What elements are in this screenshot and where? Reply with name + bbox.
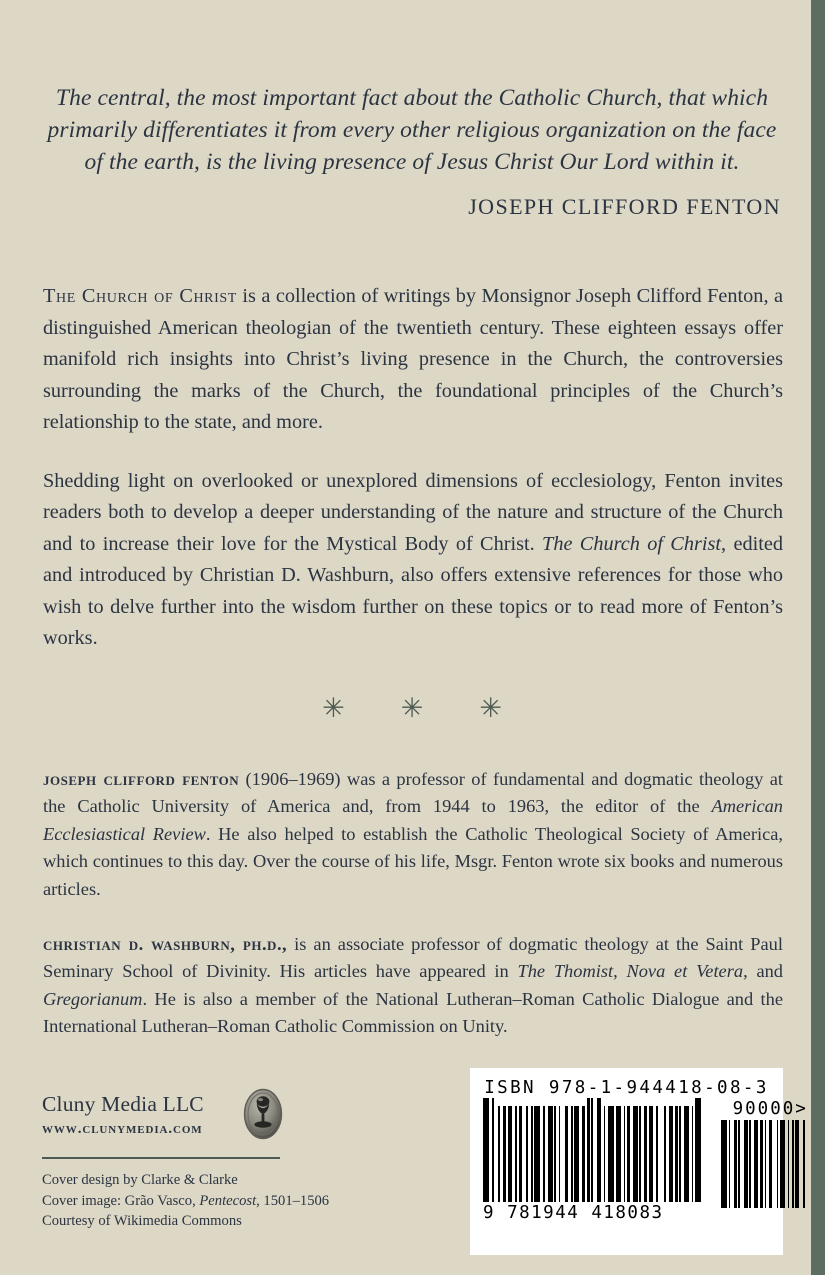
publisher-names bbox=[42, 1091, 237, 1138]
bio-washburn bbox=[43, 931, 783, 1041]
barcode-supplement-ean5 bbox=[721, 1098, 808, 1208]
bio-fenton-name: joseph clifford fenton bbox=[43, 769, 240, 789]
bio-washburn-gregorianum-italic: Gregorianum bbox=[43, 988, 143, 1009]
asterisk-ornament-icon: ✳ bbox=[400, 693, 424, 723]
bio-fenton-part-2: . He also helped to establish the Catholic Theological Society of America, which continues to this day. Over the course of his life, Msgr. Fenton wrote six books and numerous articles. bbox=[43, 823, 783, 899]
bio-washburn-part-2: , and bbox=[743, 961, 783, 982]
description-block bbox=[43, 281, 783, 655]
cover-credits bbox=[42, 1170, 342, 1232]
bio-washburn-part-1: is an associate professor of dogmatic theology at the Saint Paul Seminary School of Divinity. His articles have appeared in bbox=[43, 934, 783, 982]
asterisk-ornament-icon: ✳ bbox=[479, 693, 502, 723]
barcode-main-digits: 9 781944 418083 bbox=[483, 1203, 664, 1223]
description-paragraph-1-rest: is a collection of writings by Monsignor Joseph Clifford Fenton, a distinguished American theologian of the twentieth century. These eighteen essays offer manifold rich insights into Christ’s living presence in the Church, the controversies surrounding the marks of the Church, the foundational principles of the Church’s relationship to the state, and more. bbox=[43, 285, 783, 433]
bio-fenton-journal-italic: American Ecclesiastical Review bbox=[43, 796, 783, 844]
pull-quote-block bbox=[41, 82, 783, 220]
bio-fenton-part-1: (1906–1969) was a professor of fundamental and dogmatic theology at the Catholic University of America and, from 1944 to 1963, the editor of the bbox=[43, 769, 783, 817]
chalice-medallion-icon bbox=[242, 1088, 284, 1145]
publisher-divider-rule bbox=[42, 1157, 280, 1159]
spine-edge-strip bbox=[811, 0, 825, 1275]
description-paragraph-2 bbox=[43, 466, 783, 655]
barcode-supplement-price: 90000> bbox=[732, 1099, 808, 1119]
publisher-identity-row bbox=[42, 1091, 342, 1145]
pull-quote-text: The central, the most important fact about the Catholic Church, that which primarily differentiates it from every other religious organization on the face of the earth, is the living presence of Jesus Christ Our Lord within it. bbox=[47, 85, 777, 175]
isbn-barcode-panel bbox=[470, 1068, 808, 1255]
publisher-name: Cluny Media LLC bbox=[42, 1092, 204, 1116]
bio-fenton bbox=[43, 766, 783, 903]
barcode-main-ean13 bbox=[483, 1098, 704, 1223]
credit-courtesy: Courtesy of Wikimedia Commons bbox=[42, 1213, 242, 1229]
barcode-main-bars bbox=[483, 1098, 704, 1202]
publisher-website[interactable]: www.clunymedia.com bbox=[42, 1121, 203, 1137]
bio-washburn-part-3: . He is also a member of the National Lutheran–Roman Catholic Dialogue and the International Lutheran–Roman Catholic Commission on Unity. bbox=[43, 988, 783, 1037]
book-title-italic: The Church of Christ bbox=[542, 532, 722, 555]
book-title-smallcaps: The Church of Christ bbox=[43, 285, 237, 307]
credit-image-title: Pentecost bbox=[199, 1192, 257, 1209]
credit-design: Cover design by Clarke & Clarke bbox=[42, 1172, 238, 1188]
barcode-supplement-bars bbox=[721, 1120, 808, 1208]
description-paragraph-2-part-2: , edited and introduced by Christian D. Washburn, also offers extensive references for those who wish to delve further into the wisdom further on these topics or to read more of Fenton’s works. bbox=[43, 532, 783, 649]
barcode-row bbox=[470, 1098, 808, 1223]
author-bios-block bbox=[43, 766, 783, 1041]
credit-image: Cover image: Grão Vasco, Pentecost, 1501–1506 bbox=[42, 1192, 330, 1209]
publisher-block bbox=[42, 1091, 342, 1232]
asterisk-ornament-icon: ✳ bbox=[322, 693, 345, 723]
ornament-divider bbox=[41, 695, 783, 722]
description-paragraph-1 bbox=[43, 281, 783, 439]
pull-quote-attribution: JOSEPH CLIFFORD FENTON bbox=[468, 194, 781, 219]
isbn-number-label: ISBN 978-1-944418-08-3 bbox=[484, 1078, 769, 1098]
bio-washburn-name: christian d. washburn, ph.d., bbox=[43, 934, 288, 955]
description-paragraph-2-part-1: Shedding light on overlooked or unexplored dimensions of ecclesiology, Fenton invites readers both to develop a deeper understanding of the nature and structure of the Church and to increase their love for the Mystical Body of Christ. bbox=[43, 469, 783, 555]
bio-washburn-journals-italic: The Thomist, Nova et Vetera bbox=[517, 961, 744, 982]
